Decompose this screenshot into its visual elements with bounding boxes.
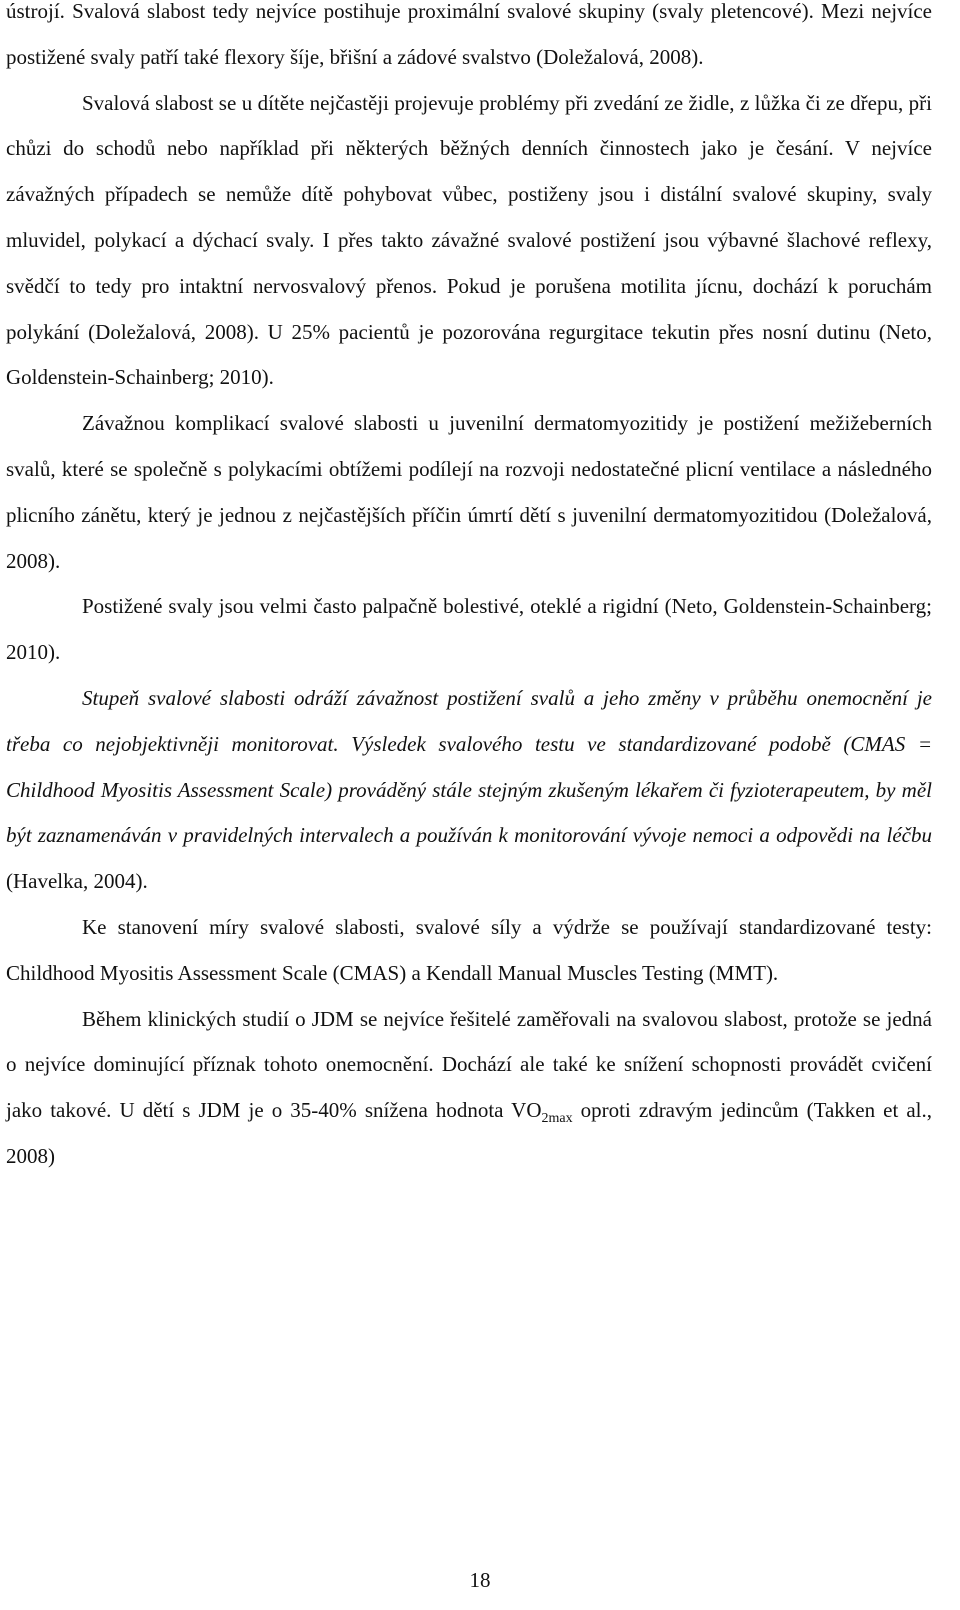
paragraph-weakness-assessment: [6, 676, 932, 905]
subscript-2max: 2max: [541, 1111, 573, 1127]
paragraph-muscle-weakness-symptoms: Svalová slabost se u dítěte nejčastěji projevuje problémy při zvedání ze židle, z lůžka či ze dřepu, při chůzi do schodů nebo například při některých běžných denních činnostech jako je česání. V nejvíce závažných případech se nemůže dítě pohybovat vůbec, postiženy jsou i distální svalové skupiny, svaly mluvidel, polykací a dýchací svaly. I přes takto závažné svalové postižení jsou výbavné šlachové reflexy, svědčí to tedy pro intaktní nervosvalový přenos. Pokud je porušena motilita jícnu, dochází k poruchám polykání (Doležalová, 2008). U 25% pacientů je pozorována regurgitace tekutin přes nosní dutinu (Neto, Goldenstein-Schainberg; 2010).: [6, 90, 932, 390]
paragraph-continuation: ústrojí. Svalová slabost tedy nejvíce postihuje proximální svalové skupiny (svaly pletencové). Mezi nejvíce postižené svaly patří také flexory šíje, břišní a zádové svalstvo (Doležalová, 2008).: [6, 0, 932, 69]
paragraph-standardized-tests: Ke stanovení míry svalové slabosti, svalové síly a výdrže se používají standardizované testy: Childhood Myositis Assessment Scale (CMAS) a Kendall Manual Muscles Testing (MMT).: [6, 914, 932, 985]
page-number: 18: [469, 1568, 491, 1592]
italic-quote: Stupeň svalové slabosti odráží závažnost postižení svalů a jeho změny v průběhu onemocnění je třeba co nejobjektivněji monitorovat. Výsledek svalového testu ve standardizované podobě (CMAS = Childhood Myositis Assessment Scale) prováděný stále stejným zkušeným lékařem či fyzioterapeutem, by měl být zaznamenáván v pravidelných intervalech a používán k monitorování vývoje nemoci a odpovědi na léčbu: [6, 685, 932, 848]
text-after-subscript: oproti zdravým jedincům (Takken et al., 2008): [6, 1098, 932, 1168]
text-before-subscript: Během klinických studií o JDM se nejvíce řešitelé zaměřovali na svalovou slabost, protože se jedná o nejvíce dominující příznak tohoto onemocnění. Dochází ale také ke snížení schopnosti provádět cvičení jako takové. U dětí s JDM je o 35-40% snížena hodnota VO: [6, 1006, 932, 1123]
paragraph-affected-muscles: Postižené svaly jsou velmi často palpačně bolestivé, oteklé a rigidní (Neto, Goldenstein-Schainberg; 2010).: [6, 594, 932, 665]
citation: (Havelka, 2004).: [6, 869, 148, 894]
paragraph-complications: Závažnou komplikací svalové slabosti u juvenilní dermatomyozitidy je postižení mežižeberních svalů, které se společně s polykacími obtížemi podílejí na rozvoji nedostatečné plicní ventilace a následného plicního zánětu, který je jednou z nejčastějších příčin úmrtí dětí s juvenilní dermatomyozitidou (Doležalová, 2008).: [6, 411, 932, 573]
paragraph-clinical-studies: [6, 997, 932, 1180]
